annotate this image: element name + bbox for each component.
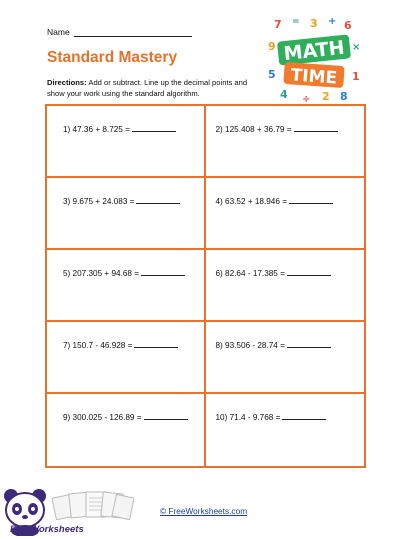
problem-text: 10) 71.4 - 9.768 = (215, 413, 281, 422)
problem-cell[interactable] (206, 322, 365, 394)
problem-text: 4) 63.52 + 18.946 = (215, 197, 287, 206)
problem-text: 1) 47.36 + 8.725 = (63, 125, 130, 134)
name-label: Name (47, 27, 70, 37)
svg-text:=: = (292, 17, 300, 27)
answer-blank[interactable] (289, 196, 333, 204)
worksheets-stack-icon (52, 490, 134, 520)
svg-text:+: + (328, 16, 337, 27)
answer-blank[interactable] (134, 340, 178, 348)
answer-blank[interactable] (136, 196, 180, 204)
directions-text: Add or subtract. Line up the decimal points and show your work using the standard algorithm. (47, 78, 248, 98)
brand-logo-text: FreeWorksheets (10, 524, 84, 535)
directions-label: Directions: (47, 78, 87, 87)
problem-cell[interactable] (206, 106, 365, 178)
svg-text:8: 8 (340, 90, 348, 103)
problem-cell[interactable] (47, 178, 206, 250)
svg-text:5: 5 (268, 68, 276, 81)
logo-text-math: MATH (282, 36, 346, 66)
problem-text: 6) 82.64 - 17.385 = (215, 269, 285, 278)
answer-blank[interactable] (141, 268, 185, 276)
answer-blank[interactable] (132, 124, 176, 132)
svg-text:7: 7 (274, 18, 282, 31)
problem-text: 2) 125.408 + 36.79 = (215, 125, 292, 134)
math-time-logo (266, 14, 362, 104)
svg-text:6: 6 (344, 19, 352, 32)
name-field-line[interactable] (74, 28, 192, 37)
svg-text:4: 4 (280, 88, 288, 101)
svg-text:1: 1 (352, 70, 360, 83)
answer-blank[interactable] (287, 340, 331, 348)
answer-blank[interactable] (282, 412, 326, 420)
logo-text-time: TIME (289, 65, 338, 89)
problem-cell[interactable] (206, 250, 365, 322)
problem-grid (45, 104, 366, 468)
svg-text:×: × (352, 42, 361, 53)
problem-cell[interactable] (47, 106, 206, 178)
answer-blank[interactable] (144, 412, 188, 420)
svg-text:2: 2 (322, 90, 330, 103)
name-row (47, 27, 192, 37)
problem-cell[interactable] (206, 178, 365, 250)
page-title: Standard Mastery (47, 49, 178, 66)
answer-blank[interactable] (287, 268, 331, 276)
svg-text:3: 3 (310, 17, 318, 30)
problem-text: 7) 150.7 - 46.928 = (63, 341, 133, 350)
svg-text:9: 9 (268, 40, 276, 53)
problem-text: 9) 300.025 - 126.89 = (63, 413, 142, 422)
problem-text: 8) 93.506 - 28.74 = (215, 341, 285, 350)
problem-text: 3) 9.675 + 24.083 = (63, 197, 135, 206)
answer-blank[interactable] (294, 124, 338, 132)
directions (47, 78, 265, 99)
svg-text:÷: ÷ (302, 94, 311, 104)
problem-text: 5) 207.305 + 94.68 = (63, 269, 140, 278)
problem-cell[interactable] (47, 250, 206, 322)
problem-cell[interactable] (47, 322, 206, 394)
problem-cell[interactable] (47, 394, 206, 466)
problem-cell[interactable] (206, 394, 365, 466)
copyright-link[interactable]: © FreeWorksheets.com (160, 506, 248, 516)
